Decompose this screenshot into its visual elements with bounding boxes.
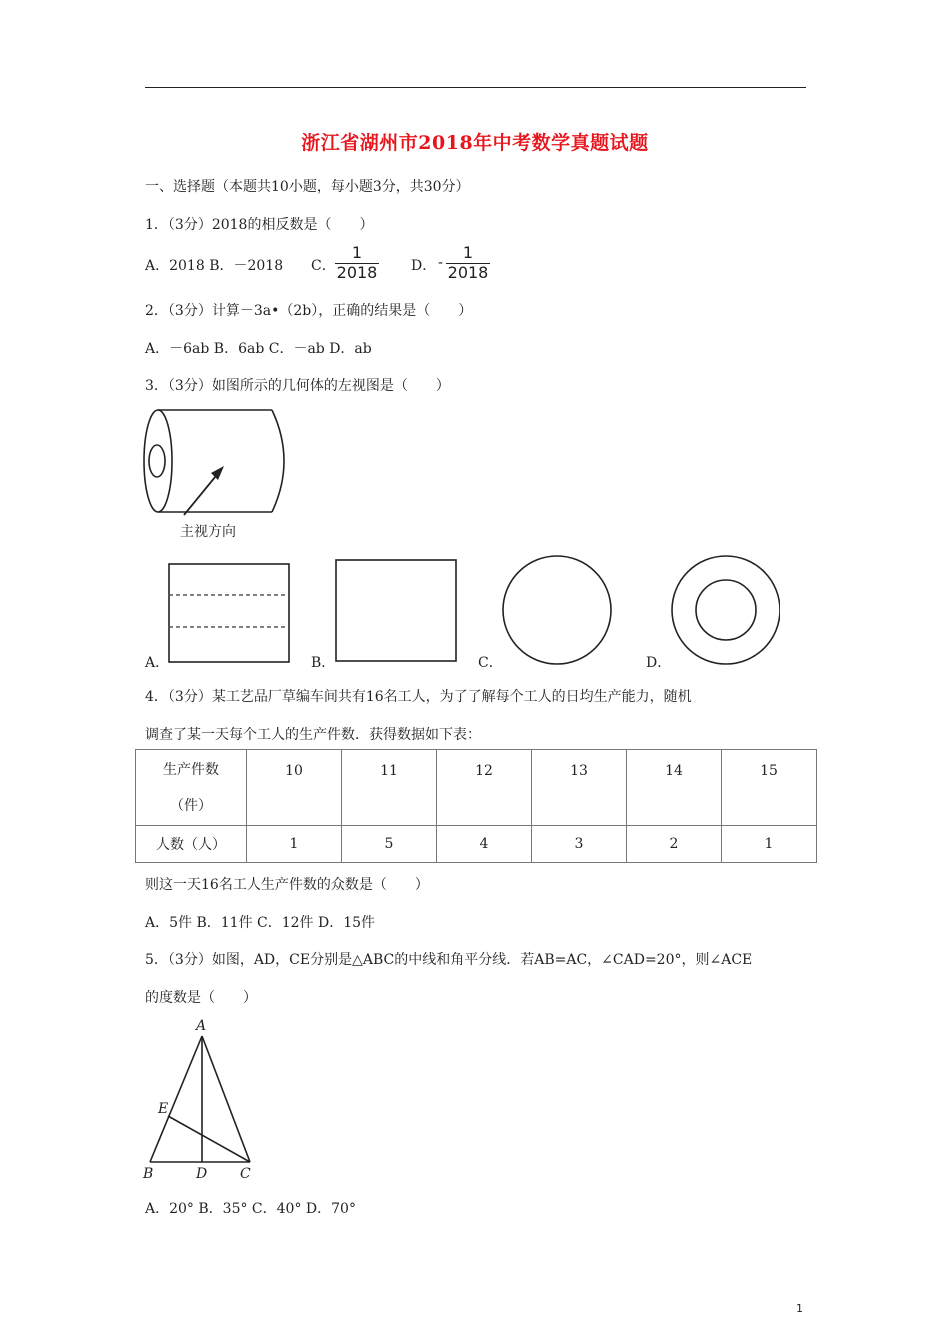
table-cell: 5 (342, 826, 437, 863)
table-cell: 13 (532, 750, 627, 826)
q3-option-a-rect (169, 564, 289, 662)
q3-stem: 3．（3分）如图所示的几何体的左视图是（ ） (145, 378, 450, 394)
q4-question: 则这一天16名工人生产件数的众数是（ ） (145, 877, 429, 893)
q4-options: A．5件 B．11件 C．12件 D．15件 (145, 915, 376, 931)
table-cell: 14 (627, 750, 722, 826)
q4-data-table (135, 749, 817, 863)
table-header-pieces-text: 生产件数 (163, 761, 219, 778)
table-cell: 10 (247, 750, 342, 826)
point-label-d: D (196, 1166, 208, 1182)
q5-stem-line2: 的度数是（ ） (145, 990, 257, 1006)
q1-options-ab: A．2018 B．－2018 (145, 258, 284, 274)
table-cell: 15 (722, 750, 817, 826)
table-cell: 4 (437, 826, 532, 863)
q1-fraction-c (335, 245, 379, 281)
q4-stem-line1: 4．（3分）某工艺品厂草编车间共有16名工人，为了了解每个工人的日均生产能力，随机 (145, 689, 692, 705)
view-direction-caption: 主视方向 (180, 524, 236, 540)
table-cell: 12 (437, 750, 532, 826)
table-row-pieces (136, 750, 817, 826)
table-cell: 1 (722, 826, 817, 863)
page-number: 1 (796, 1302, 803, 1315)
table-cell: 1 (247, 826, 342, 863)
q1-option-c-label: C． (311, 258, 336, 274)
q1-c-numerator: 1 (351, 243, 363, 262)
q3-cylinder-figure (140, 405, 300, 545)
table-header-pieces (136, 750, 247, 826)
q1-fraction-d (446, 245, 490, 281)
table-cell: 3 (532, 826, 627, 863)
cylinder-hole (149, 445, 165, 477)
table-header-counts: 人数（人） (136, 826, 247, 863)
q3-option-d-inner-circle (696, 580, 756, 640)
point-label-b: B (143, 1166, 154, 1182)
table-cell: 2 (627, 826, 722, 863)
q5-stem-line1: 5．（3分）如图，AD，CE分别是△ABC的中线和角平分线．若AB=AC，∠CAD=20°，则∠ACE (145, 952, 753, 968)
q2-options: A．－6ab B．6ab C．－ab D．ab (145, 341, 372, 357)
q1-d-minus: - (438, 255, 444, 271)
header-rule (145, 87, 806, 88)
q3-option-b-square (336, 560, 456, 661)
view-arrow-shaft (184, 471, 220, 515)
section-heading: 一、选择题（本题共10小题，每小题3分，共30分） (145, 179, 470, 195)
table-row-counts (136, 826, 817, 863)
q5-options: A．20° B．35° C．40° D．70° (145, 1201, 356, 1217)
segment-ce (168, 1116, 250, 1162)
q3-options-figures (140, 555, 780, 670)
table-cell: 11 (342, 750, 437, 826)
q2-stem: 2．（3分）计算－3a•（2b），正确的结果是（ ） (145, 303, 473, 319)
q3-option-d-outer-circle (672, 556, 780, 664)
segment-ab (150, 1036, 202, 1162)
q1-d-numerator: 1 (462, 243, 474, 262)
view-arrow-head-icon (211, 466, 224, 480)
q3-option-c-circle (503, 556, 611, 664)
cylinder-left-face (144, 410, 172, 512)
q1-c-denominator: 2018 (336, 263, 378, 282)
cylinder-right-curve (272, 410, 284, 512)
point-label-c: C (240, 1166, 251, 1182)
segment-ac (202, 1036, 250, 1162)
q1-option-d-label: D． (411, 258, 437, 274)
q4-stem-line2: 调查了某一天每个工人的生产件数．获得数据如下表： (145, 727, 481, 743)
table-header-pieces-unit: （件） (170, 797, 212, 814)
q3-option-a-label: A． (145, 655, 170, 671)
q1-d-denominator: 2018 (447, 263, 489, 282)
point-label-a: A (196, 1018, 207, 1034)
page-title: 浙江省湖州市2018年中考数学真题试题 (301, 132, 649, 154)
q3-option-c-label: C． (478, 655, 503, 671)
q1-stem: 1．（3分）2018的相反数是（ ） (145, 217, 374, 233)
q3-option-d-label: D． (646, 655, 672, 671)
point-label-e: E (158, 1101, 169, 1117)
q5-triangle-figure (140, 1012, 265, 1182)
q3-option-b-label: B． (311, 655, 336, 671)
